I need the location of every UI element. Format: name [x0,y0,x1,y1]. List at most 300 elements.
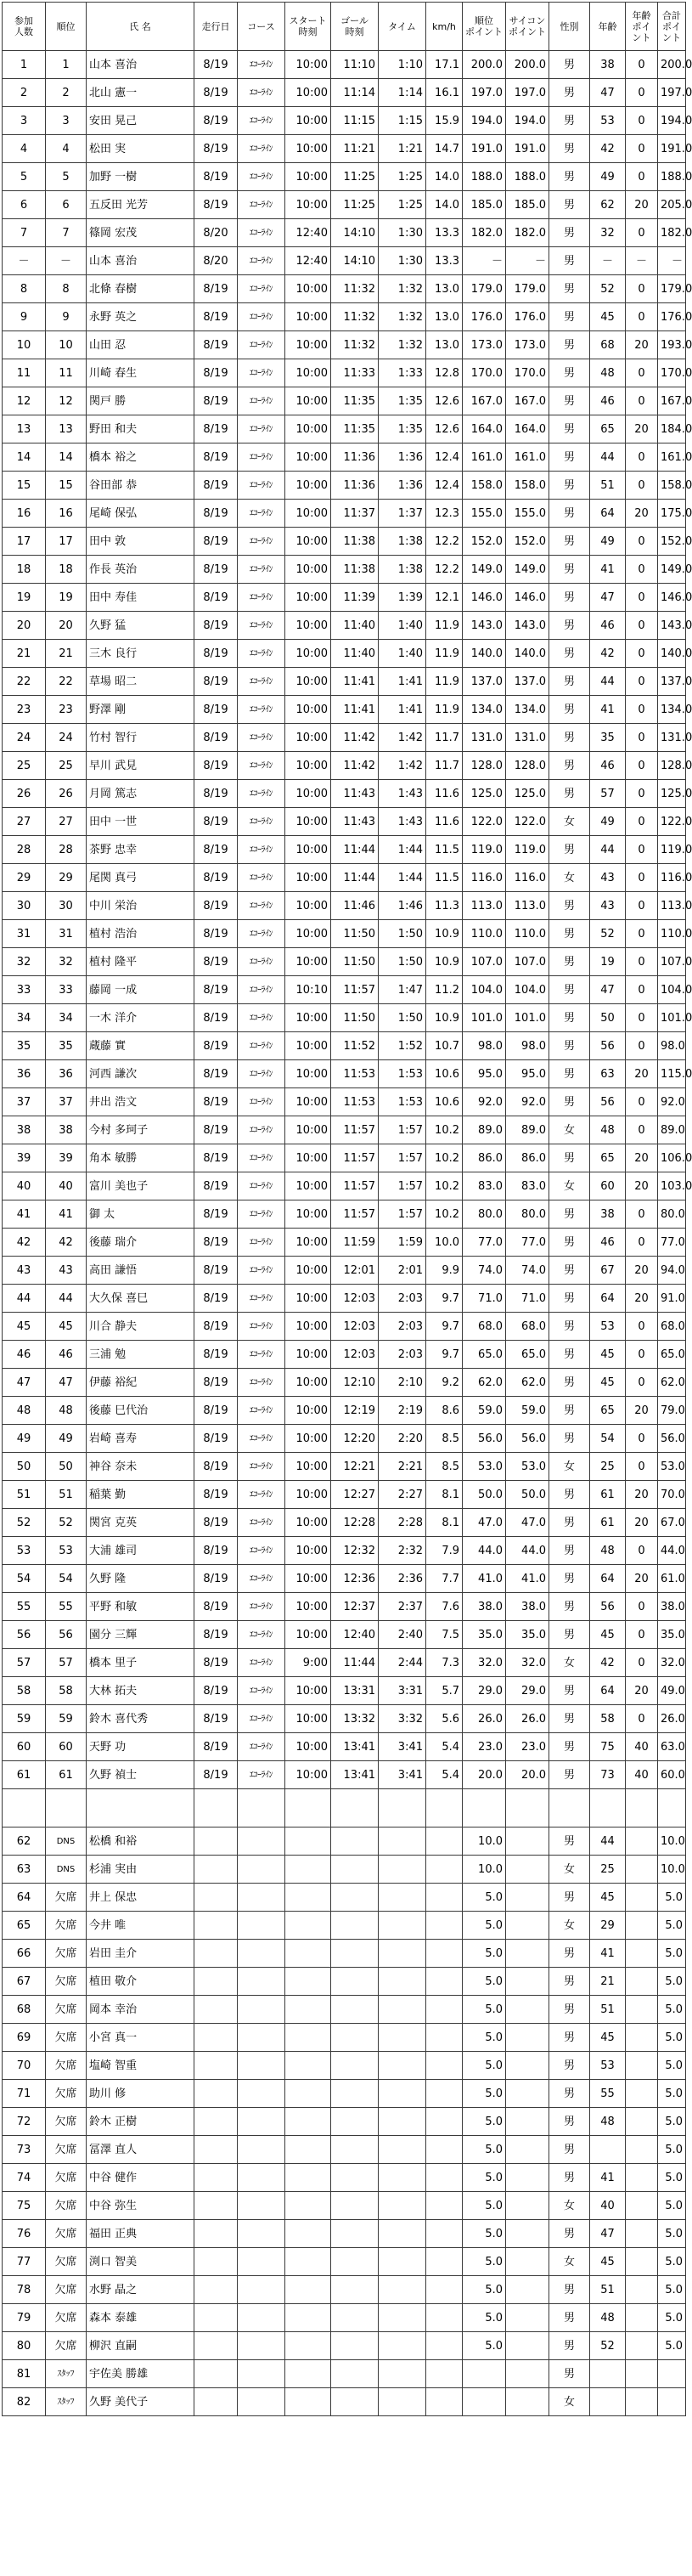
rank-points-cell: 116.0 [463,864,506,892]
date-cell: 8/19 [194,1116,238,1144]
rank-cell: 37 [46,1088,87,1116]
participants-cell: 52 [3,1509,46,1537]
total-points-cell: 146.0 [658,584,686,612]
age-cell: 19 [590,948,626,976]
name-cell: 井上 保忠 [87,1884,194,1912]
date-cell [194,2220,238,2248]
total-points-cell: 149.0 [658,556,686,584]
rank-cell: 51 [46,1481,87,1509]
course-cell [238,1940,285,1968]
speed-cell: 11.6 [426,808,463,836]
speed-cell: 10.6 [426,1088,463,1116]
table-row [3,191,686,219]
name-cell: 植村 隆平 [87,948,194,976]
time-cell: 1:25 [379,191,426,219]
name-cell: 中谷 弥生 [87,2192,194,2220]
course-cell [238,2052,285,2080]
gender-cell: 男 [549,1940,590,1968]
total-points-cell: 205.0 [658,191,686,219]
gender-cell: 男 [549,668,590,696]
start-cell: 10:00 [285,1116,331,1144]
age-cell: 65 [590,1397,626,1425]
name-cell: 森本 泰雄 [87,2304,194,2332]
cyclocomputer-points-cell [506,2304,549,2332]
gender-cell: 男 [549,1968,590,1996]
participants-cell: 30 [3,892,46,920]
rank-cell: 53 [46,1537,87,1565]
age-points-cell: 20 [626,1060,658,1088]
rank-cell: 欠席 [46,2080,87,2108]
participants-cell: 50 [3,1453,46,1481]
table-row [3,1257,686,1285]
cyclocomputer-points-cell: 137.0 [506,668,549,696]
date-cell: 8/19 [194,1761,238,1789]
speed-cell: 12.1 [426,584,463,612]
age-cell: 25 [590,1453,626,1481]
participants-cell: 59 [3,1705,46,1733]
cyclocomputer-points-cell [506,1912,549,1940]
time-cell: 1:40 [379,640,426,668]
date-cell [194,1940,238,1968]
start-cell: 10:00 [285,1144,331,1172]
participants-cell: 81 [3,2360,46,2388]
age-cell: 46 [590,612,626,640]
spacer-cell [3,1789,46,1827]
time-cell: 2:37 [379,1593,426,1621]
course-cell: ｴｺｰﾗｲﾝ [238,219,285,247]
start-cell: 10:00 [285,1200,331,1229]
speed-cell: 13.0 [426,331,463,359]
table-row [3,1677,686,1705]
age-points-cell: 0 [626,1425,658,1453]
goal-cell: 11:25 [331,163,379,191]
start-cell: 10:00 [285,79,331,107]
course-cell: ｴｺｰﾗｲﾝ [238,1144,285,1172]
participants-cell: 82 [3,2388,46,2416]
date-cell: 8/19 [194,1453,238,1481]
participants-cell: 41 [3,1200,46,1229]
rank-cell: 2 [46,79,87,107]
course-cell: ｴｺｰﾗｲﾝ [238,976,285,1004]
start-cell: 10:00 [285,808,331,836]
name-cell: 小宮 真一 [87,2024,194,2052]
gender-cell: 男 [549,415,590,443]
total-points-cell: 167.0 [658,387,686,415]
rank-cell: 22 [46,668,87,696]
rank-cell: 29 [46,864,87,892]
gender-cell: 女 [549,2192,590,2220]
time-cell [379,1940,426,1968]
participants-cell: 44 [3,1285,46,1313]
rank-points-cell: 62.0 [463,1369,506,1397]
speed-cell: 10.2 [426,1144,463,1172]
participants-cell: 35 [3,1032,46,1060]
cyclocomputer-points-cell: 50.0 [506,1481,549,1509]
start-cell: 10:00 [285,163,331,191]
rank-cell: 欠席 [46,2304,87,2332]
age-cell: 63 [590,1060,626,1088]
gender-cell: 男 [549,1004,590,1032]
age-cell: 45 [590,2024,626,2052]
total-points-cell: 110.0 [658,920,686,948]
time-cell: 2:03 [379,1313,426,1341]
table-row [3,584,686,612]
time-cell: 3:41 [379,1733,426,1761]
participants-cell: 58 [3,1677,46,1705]
age-points-cell [626,2248,658,2276]
age-cell: 68 [590,331,626,359]
age-cell: 48 [590,1537,626,1565]
rank-cell: 39 [46,1144,87,1172]
participants-cell: 29 [3,864,46,892]
table-row [3,135,686,163]
date-cell: 8/19 [194,1425,238,1453]
speed-cell: 5.4 [426,1761,463,1789]
rank-cell: 11 [46,359,87,387]
cyclocomputer-points-cell: 38.0 [506,1593,549,1621]
gender-cell: 男 [549,1032,590,1060]
participants-cell: 46 [3,1341,46,1369]
name-cell: 関戸 勝 [87,387,194,415]
rank-cell: 欠席 [46,1940,87,1968]
table-row [3,1649,686,1677]
goal-cell: 13:32 [331,1705,379,1733]
table-row [3,2080,686,2108]
participants-cell: 32 [3,948,46,976]
age-cell: 64 [590,1677,626,1705]
total-points-cell: 77.0 [658,1229,686,1257]
age-cell: 44 [590,836,626,864]
total-points-cell: 91.0 [658,1285,686,1313]
table-row [3,1285,686,1313]
course-cell: ｴｺｰﾗｲﾝ [238,303,285,331]
time-cell: 2:21 [379,1453,426,1481]
name-cell: 大浦 雄司 [87,1537,194,1565]
total-points-cell: 143.0 [658,612,686,640]
date-cell: 8/19 [194,1313,238,1341]
rank-points-cell: 5.0 [463,2052,506,2080]
participants-cell: 51 [3,1481,46,1509]
total-points-cell: 115.0 [658,1060,686,1088]
participants-cell: 5 [3,163,46,191]
table-row [3,275,686,303]
date-cell: 8/19 [194,359,238,387]
name-cell: 関宮 克英 [87,1509,194,1537]
spacer-cell [626,1789,658,1827]
total-points-cell: 137.0 [658,668,686,696]
rank-points-cell: 95.0 [463,1060,506,1088]
participants-cell: 78 [3,2276,46,2304]
rank-points-cell: 167.0 [463,387,506,415]
participants-cell: 45 [3,1313,46,1341]
rank-cell: 4 [46,135,87,163]
cyclocomputer-points-cell: 44.0 [506,1537,549,1565]
spacer-cell [194,1789,238,1827]
rank-points-cell: 68.0 [463,1313,506,1341]
age-cell: 43 [590,892,626,920]
cyclocomputer-points-cell: 71.0 [506,1285,549,1313]
course-cell [238,2332,285,2360]
rank-cell: 20 [46,612,87,640]
total-points-cell: 152.0 [658,528,686,556]
course-cell: ｴｺｰﾗｲﾝ [238,275,285,303]
name-cell: 塩崎 智重 [87,2052,194,2080]
table-row [3,2052,686,2080]
total-points-cell [658,2360,686,2388]
start-cell [285,1912,331,1940]
speed-cell: 10.6 [426,1060,463,1088]
rank-points-cell: 5.0 [463,2136,506,2164]
start-cell [285,2192,331,2220]
name-cell: 中谷 健作 [87,2164,194,2192]
rank-cell: 欠席 [46,1912,87,1940]
rank-cell: DNS [46,1827,87,1856]
start-cell: 10:00 [285,724,331,752]
age-cell: 44 [590,668,626,696]
name-cell: 久野 美代子 [87,2388,194,2416]
table-row [3,612,686,640]
table-row [3,1940,686,1968]
course-cell: ｴｺｰﾗｲﾝ [238,1453,285,1481]
participants-cell: 24 [3,724,46,752]
header-col-goal: ゴール 時刻 [331,3,379,51]
name-cell: 宇佐美 勝雄 [87,2360,194,2388]
name-cell: 後藤 瑞介 [87,1229,194,1257]
goal-cell: 13:41 [331,1733,379,1761]
rank-points-cell: 122.0 [463,808,506,836]
spacer-cell [331,1789,379,1827]
course-cell: ｴｺｰﾗｲﾝ [238,556,285,584]
table-row [3,836,686,864]
time-cell: 1:15 [379,107,426,135]
age-points-cell: 0 [626,808,658,836]
table-row [3,1509,686,1537]
goal-cell: 11:37 [331,500,379,528]
course-cell [238,1827,285,1856]
date-cell: 8/19 [194,808,238,836]
date-cell: 8/19 [194,1341,238,1369]
goal-cell: 12:20 [331,1425,379,1453]
course-cell: ｴｺｰﾗｲﾝ [238,1761,285,1789]
name-cell: 山本 喜治 [87,247,194,275]
rank-points-cell: 74.0 [463,1257,506,1285]
name-cell: 岩崎 喜寿 [87,1425,194,1453]
course-cell: ｴｺｰﾗｲﾝ [238,500,285,528]
rank-cell: 33 [46,976,87,1004]
table-row [3,331,686,359]
date-cell [194,2080,238,2108]
start-cell: 10:00 [285,191,331,219]
total-points-cell: 103.0 [658,1172,686,1200]
age-cell: 53 [590,2052,626,2080]
speed-cell: 8.1 [426,1481,463,1509]
speed-cell: 13.0 [426,275,463,303]
rank-cell: 17 [46,528,87,556]
header-col-time: タイム [379,3,426,51]
time-cell: 1:38 [379,556,426,584]
cyclocomputer-points-cell: 95.0 [506,1060,549,1088]
rank-points-cell: 194.0 [463,107,506,135]
speed-cell [426,2388,463,2416]
course-cell [238,2276,285,2304]
goal-cell: 11:42 [331,724,379,752]
course-cell [238,2304,285,2332]
time-cell: 2:27 [379,1481,426,1509]
age-points-cell: 0 [626,920,658,948]
participants-cell: 67 [3,1968,46,1996]
age-cell [590,2360,626,2388]
rank-points-cell: 140.0 [463,640,506,668]
participants-cell: 61 [3,1761,46,1789]
rank-points-cell: 110.0 [463,920,506,948]
age-cell: 49 [590,528,626,556]
rank-points-cell: 98.0 [463,1032,506,1060]
cyclocomputer-points-cell: 77.0 [506,1229,549,1257]
gender-cell: 女 [549,808,590,836]
rank-cell: 49 [46,1425,87,1453]
speed-cell: 7.7 [426,1565,463,1593]
course-cell: ｴｺｰﾗｲﾝ [238,331,285,359]
age-cell: 41 [590,696,626,724]
age-cell: 61 [590,1509,626,1537]
total-points-cell: 49.0 [658,1677,686,1705]
rank-cell: 16 [46,500,87,528]
course-cell: ｴｺｰﾗｲﾝ [238,1649,285,1677]
goal-cell: 11:35 [331,387,379,415]
age-cell: 52 [590,920,626,948]
participants-cell: 77 [3,2248,46,2276]
cyclocomputer-points-cell: 107.0 [506,948,549,976]
table-row [3,2388,686,2416]
gender-cell: 男 [549,640,590,668]
date-cell: 8/19 [194,1565,238,1593]
name-cell: 平野 和敏 [87,1593,194,1621]
rank-cell: DNS [46,1856,87,1884]
age-cell: 52 [590,2332,626,2360]
speed-cell [426,2276,463,2304]
gender-cell: 男 [549,2276,590,2304]
goal-cell: 11:33 [331,359,379,387]
cyclocomputer-points-cell: 68.0 [506,1313,549,1341]
rank-cell: 44 [46,1285,87,1313]
rank-cell: 32 [46,948,87,976]
gender-cell: 男 [549,612,590,640]
age-points-cell: 20 [626,500,658,528]
start-cell: 10:00 [285,1341,331,1369]
time-cell [379,1856,426,1884]
date-cell: 8/19 [194,836,238,864]
age-cell: 48 [590,359,626,387]
gender-cell: 男 [549,1229,590,1257]
gender-cell: 男 [549,1761,590,1789]
rank-points-cell: 149.0 [463,556,506,584]
date-cell: 8/19 [194,107,238,135]
results-table [2,2,692,2416]
age-points-cell: 20 [626,1677,658,1705]
course-cell: ｴｺｰﾗｲﾝ [238,1172,285,1200]
cyclocomputer-points-cell: 179.0 [506,275,549,303]
participants-cell: 75 [3,2192,46,2220]
goal-cell: 11:57 [331,1200,379,1229]
age-cell: － [590,247,626,275]
name-cell: 助川 修 [87,2080,194,2108]
rank-points-cell: 80.0 [463,1200,506,1229]
course-cell: ｴｺｰﾗｲﾝ [238,612,285,640]
participants-cell: 65 [3,1912,46,1940]
age-points-cell: 0 [626,612,658,640]
cyclocomputer-points-cell [506,2248,549,2276]
table-row [3,1172,686,1200]
name-cell: 大林 拓夫 [87,1677,194,1705]
results-body [3,51,692,2416]
table-row [3,2332,686,2360]
table-row [3,1996,686,2024]
start-cell: 10:00 [285,1257,331,1285]
goal-cell: 11:43 [331,808,379,836]
name-cell: 藤岡 一成 [87,976,194,1004]
rank-cell: 42 [46,1229,87,1257]
rank-points-cell [463,2360,506,2388]
start-cell [285,1996,331,2024]
start-cell [285,2024,331,2052]
gender-cell: 女 [549,1856,590,1884]
date-cell: 8/19 [194,724,238,752]
date-cell [194,2304,238,2332]
goal-cell: 11:38 [331,556,379,584]
rank-cell: 54 [46,1565,87,1593]
gender-cell: 女 [549,864,590,892]
name-cell: 山本 喜治 [87,51,194,79]
cyclocomputer-points-cell: 161.0 [506,443,549,472]
date-cell: 8/19 [194,472,238,500]
course-cell: ｴｺｰﾗｲﾝ [238,1032,285,1060]
gender-cell: 男 [549,556,590,584]
rank-cell: 欠席 [46,2108,87,2136]
name-cell: 園分 三輝 [87,1621,194,1649]
total-points-cell: 5.0 [658,1996,686,2024]
course-cell: ｴｺｰﾗｲﾝ [238,359,285,387]
age-points-cell [626,2388,658,2416]
spacer-cell [590,1789,626,1827]
goal-cell: 11:40 [331,612,379,640]
goal-cell: 11:53 [331,1060,379,1088]
cyclocomputer-points-cell: 35.0 [506,1621,549,1649]
participants-cell: 36 [3,1060,46,1088]
rank-cell: 欠席 [46,1884,87,1912]
total-points-cell: 35.0 [658,1621,686,1649]
age-cell [590,2388,626,2416]
total-points-cell: 5.0 [658,1912,686,1940]
table-row [3,1453,686,1481]
participants-cell: 68 [3,1996,46,2024]
total-points-cell: 176.0 [658,303,686,331]
time-cell: 2:32 [379,1537,426,1565]
participants-cell: 12 [3,387,46,415]
age-cell: 47 [590,2220,626,2248]
age-cell: 49 [590,163,626,191]
goal-cell: 11:39 [331,584,379,612]
rank-cell: 26 [46,780,87,808]
table-row [3,1968,686,1996]
date-cell: 8/19 [194,864,238,892]
gender-cell: 男 [549,1621,590,1649]
rank-points-cell: 29.0 [463,1677,506,1705]
gender-cell: 男 [549,1285,590,1313]
date-cell: 8/19 [194,79,238,107]
spacer-cell [87,1789,194,1827]
rank-points-cell: 5.0 [463,2164,506,2192]
participants-cell: 7 [3,219,46,247]
